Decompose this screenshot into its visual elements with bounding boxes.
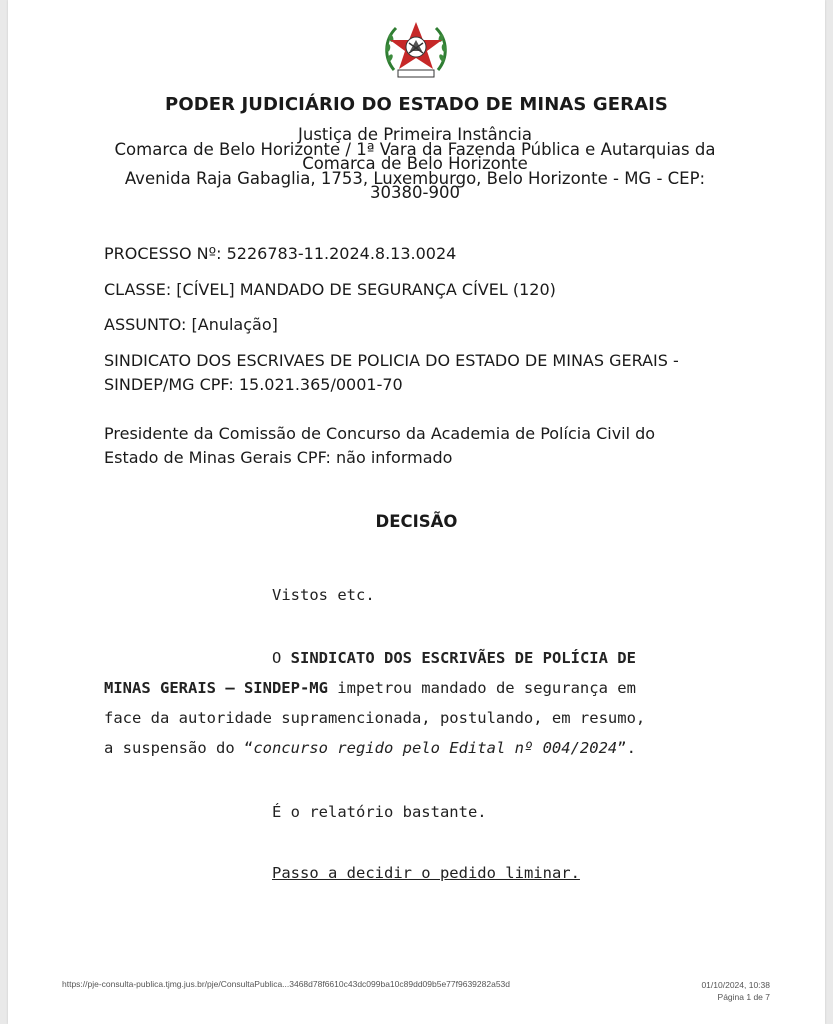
- impetrante-line-2: SINDEP/MG CPF: 15.021.365/0001-70: [104, 375, 403, 394]
- impetrante-line-1: SINDICATO DOS ESCRIVAES DE POLICIA DO ESTADO DE MINAS GERAIS -: [104, 351, 679, 370]
- paragraph-rest-2: impetrou mandado de segurança em: [327, 679, 636, 697]
- comarca-line-2: Comarca de Belo Horizonte: [302, 154, 528, 173]
- instance-line: Justiça de Primeira Instância: [298, 125, 532, 144]
- address-line-1: Avenida Raja Gabaglia, 1753, Luxemburgo, Belo Horizonte - MG - CEP:: [124, 168, 706, 188]
- impetrado-line-1: Presidente da Comissão de Concurso da Academia de Polícia Civil do: [104, 424, 656, 443]
- paragraph-bold-2: MINAS GERAIS – SINDEP-MG: [104, 679, 328, 697]
- classe-field: CLASSE: [CÍVEL] MANDADO DE SEGURANÇA CÍVEL (120): [104, 280, 556, 299]
- footer-meta: [701, 979, 770, 1003]
- address-line-2: 30380-900: [370, 183, 460, 202]
- court-header-details: [110, 125, 720, 202]
- impetrado-line-2: Estado de Minas Gerais CPF: não informado: [104, 448, 453, 467]
- decision-paragraph: [104, 643, 724, 763]
- paragraph-line-4-italic: concurso regido pelo Edital nº 004/2024: [253, 739, 618, 757]
- footer-url[interactable]: https://pje-consulta-publica.tjmg.jus.br/pje/ConsultaPublica...3468d78f6610c43dc099ba10c89dd09b5e77f9639282a53d: [62, 979, 511, 989]
- paragraph-line-3: face da autoridade supramencionada, postulando, em resumo,: [104, 709, 646, 727]
- passo-line: Passo a decidir o pedido liminar.: [272, 864, 580, 882]
- paragraph-line-4-pre: a suspensão do “: [104, 739, 254, 757]
- assunto-field: ASSUNTO: [Anulação]: [104, 315, 278, 334]
- impetrado-field: [104, 422, 655, 470]
- paragraph-bold-1: SINDICATO DOS ESCRIVÃES DE POLÍCIA DE: [290, 649, 636, 667]
- impetrante-field: [104, 349, 679, 397]
- decision-title: DECISÃO: [375, 512, 458, 531]
- paragraph-o: O: [272, 649, 291, 667]
- comarca-line-1: Comarca de Belo Horizonte / 1ª Vara da Fazenda Pública e Autarquias da: [114, 139, 716, 159]
- state-seal-icon: [380, 18, 452, 82]
- vistos-line: Vistos etc.: [272, 586, 375, 604]
- court-name: PODER JUDICIÁRIO DO ESTADO DE MINAS GERAIS: [165, 94, 668, 115]
- paragraph-line-4-post: ”.: [617, 739, 636, 757]
- relatorio-line: É o relatório bastante.: [272, 803, 487, 821]
- footer-page-number: Página 1 de 7: [717, 992, 770, 1002]
- footer-datetime: 01/10/2024, 10:38: [701, 980, 770, 990]
- processo-field: PROCESSO Nº: 5226783-11.2024.8.13.0024: [104, 244, 457, 263]
